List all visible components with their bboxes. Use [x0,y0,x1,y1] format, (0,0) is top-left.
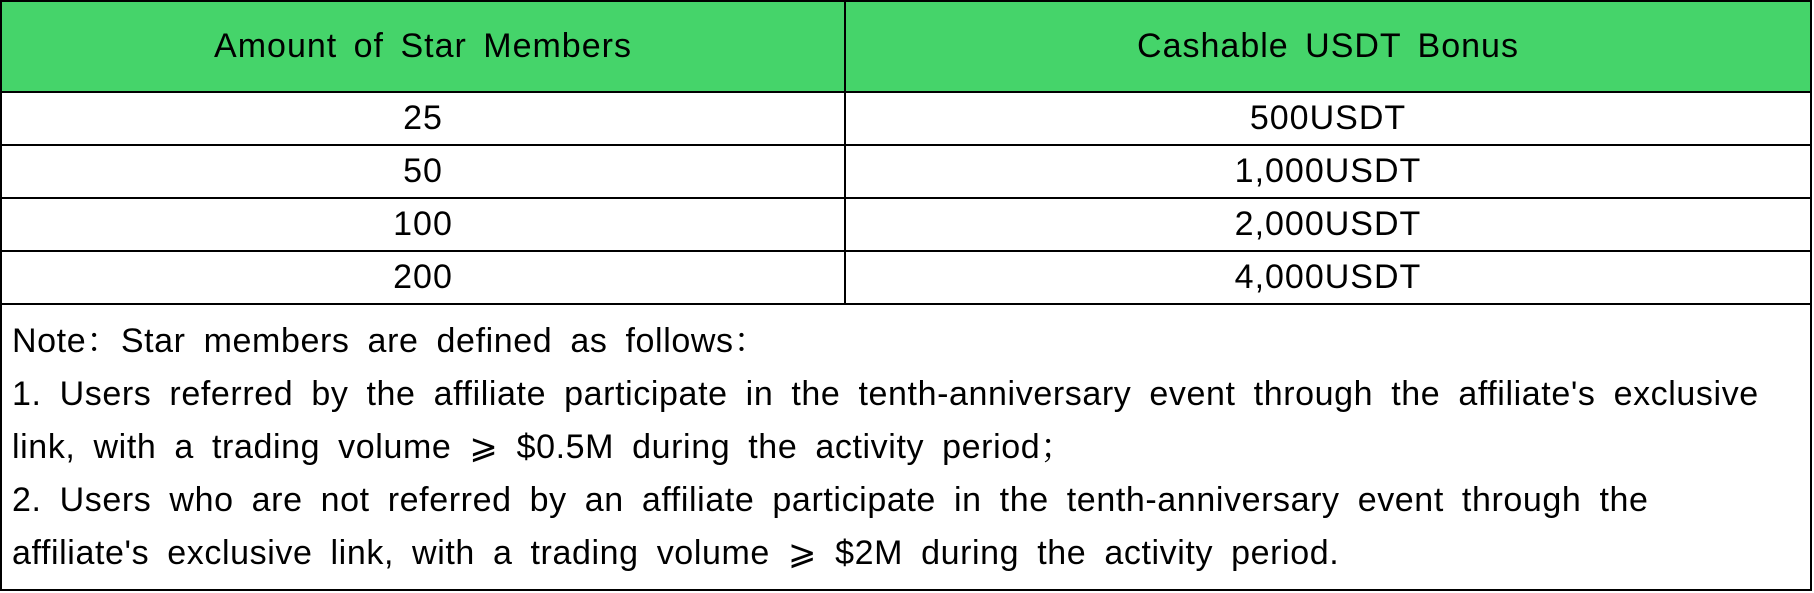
bonus-table [2,2,1810,305]
note-item-2: 2. Users who are not referred by an affiliate participate in the tenth-anniversary event through the affiliate's exclusive link, with a trading volume ⩾ $2M during the activity period. [12,481,1649,572]
note-title: Note：Star members are defined as follows： [12,322,769,360]
members-cell: 100 [2,198,845,251]
table-row [2,251,1810,304]
bonus-cell: 4,000USDT [845,251,1810,304]
header-usdt-bonus: Cashable USDT Bonus [845,2,1810,92]
table-row [2,145,1810,198]
table-header-row [2,2,1810,92]
note-item-1: 1. Users referred by the affiliate participate in the tenth-anniversary event through the affiliate's exclusive link, with a trading volume ⩾ $0.5M during the activity period； [12,375,1759,466]
bonus-cell: 1,000USDT [845,145,1810,198]
table-row [2,92,1810,145]
header-star-members: Amount of Star Members [2,2,845,92]
members-cell: 50 [2,145,845,198]
members-cell: 200 [2,251,845,304]
bonus-cell: 500USDT [845,92,1810,145]
bonus-cell: 2,000USDT [845,198,1810,251]
members-cell: 25 [2,92,845,145]
table-row [2,198,1810,251]
note-section [2,305,1810,580]
